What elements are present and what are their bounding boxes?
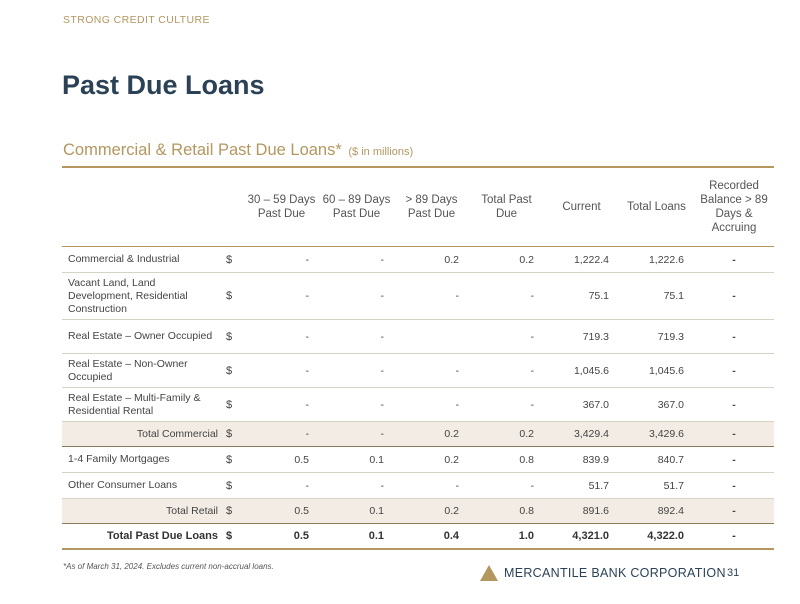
row-label: Total Past Due Loans xyxy=(62,524,222,550)
cell-value: 367.0 xyxy=(619,388,694,422)
cell-value: - xyxy=(694,447,774,473)
cell-value: 0.2 xyxy=(394,422,469,447)
cell-value: 839.9 xyxy=(544,447,619,473)
cell-value: 0.2 xyxy=(394,499,469,524)
row-label: Other Consumer Loans xyxy=(62,473,222,499)
cell-value: 1,045.6 xyxy=(619,354,694,388)
cell-value: 51.7 xyxy=(619,473,694,499)
brand-name: MERCANTILE BANK CORPORATION xyxy=(504,566,726,580)
cell-value: - xyxy=(394,273,469,320)
dollar-sign: $ xyxy=(222,388,244,422)
cell-value: 892.4 xyxy=(619,499,694,524)
cell-value: 719.3 xyxy=(544,320,619,354)
cell-value: 0.5 xyxy=(244,447,319,473)
cell-value: 51.7 xyxy=(544,473,619,499)
brand-logo xyxy=(480,565,726,581)
units-note: ($ in millions) xyxy=(348,146,414,158)
subtitle-text: Commercial & Retail Past Due Loans* xyxy=(63,141,342,159)
cell-value: - xyxy=(469,473,544,499)
cell-value: - xyxy=(694,388,774,422)
cell-value: 75.1 xyxy=(619,273,694,320)
cell-value: 0.2 xyxy=(394,247,469,273)
cell-value: 75.1 xyxy=(544,273,619,320)
subtotal-row-commercial xyxy=(62,422,774,447)
cell-value: - xyxy=(319,422,394,447)
table-row xyxy=(62,247,774,273)
cell-value: - xyxy=(319,473,394,499)
dollar-sign: $ xyxy=(222,247,244,273)
col-header-total-past-due: Total Past Due xyxy=(469,168,544,247)
row-label: Real Estate – Owner Occupied xyxy=(62,320,222,354)
col-header-total-loans: Total Loans xyxy=(619,168,694,247)
row-label: Commercial & Industrial xyxy=(62,247,222,273)
table-row xyxy=(62,354,774,388)
cell-value: 0.8 xyxy=(469,499,544,524)
col-header-recorded-balance: Recorded Balance > 89 Days & Accruing xyxy=(694,168,774,247)
cell-value: 3,429.6 xyxy=(619,422,694,447)
cell-value: - xyxy=(244,422,319,447)
table-row xyxy=(62,473,774,499)
cell-value: 0.5 xyxy=(244,499,319,524)
cell-value: - xyxy=(244,473,319,499)
cell-value: - xyxy=(469,320,544,354)
col-header-current: Current xyxy=(544,168,619,247)
cell-value: 0.2 xyxy=(469,247,544,273)
cell-value: - xyxy=(319,320,394,354)
cell-value: - xyxy=(694,247,774,273)
cell-value: 367.0 xyxy=(544,388,619,422)
cell-value: 1,045.6 xyxy=(544,354,619,388)
header-dollar-blank xyxy=(222,168,244,247)
dollar-sign: $ xyxy=(222,499,244,524)
cell-value: 3,429.4 xyxy=(544,422,619,447)
cell-value: - xyxy=(244,247,319,273)
cell-value: 1.0 xyxy=(469,524,544,550)
cell-value: - xyxy=(394,473,469,499)
row-label: Total Commercial xyxy=(62,422,222,447)
col-header-60-89: 60 – 89 Days Past Due xyxy=(319,168,394,247)
dollar-sign: $ xyxy=(222,320,244,354)
cell-value: 0.2 xyxy=(469,422,544,447)
table-row xyxy=(62,447,774,473)
subtotal-row-retail xyxy=(62,499,774,524)
section-kicker: STRONG CREDIT CULTURE xyxy=(63,14,210,26)
cell-value: 4,321.0 xyxy=(544,524,619,550)
cell-value: - xyxy=(469,273,544,320)
table-subtitle xyxy=(63,141,413,160)
cell-value: - xyxy=(394,388,469,422)
cell-value: - xyxy=(319,388,394,422)
row-label: Vacant Land, Land Development, Residential Construction xyxy=(62,273,222,320)
cell-value: - xyxy=(469,354,544,388)
past-due-table xyxy=(62,168,774,550)
row-label: Real Estate – Multi-Family & Residential Rental xyxy=(62,388,222,422)
cell-value: - xyxy=(244,320,319,354)
cell-value: - xyxy=(694,499,774,524)
footnote: *As of March 31, 2024. Excludes current non-accrual loans. xyxy=(63,562,274,571)
col-header-30-59: 30 – 59 Days Past Due xyxy=(244,168,319,247)
cell-value: 0.1 xyxy=(319,499,394,524)
table-row xyxy=(62,320,774,354)
cell-value: - xyxy=(244,388,319,422)
cell-value: 1,222.4 xyxy=(544,247,619,273)
header-label-blank xyxy=(62,168,222,247)
cell-value: 891.6 xyxy=(544,499,619,524)
table-row xyxy=(62,273,774,320)
dollar-sign: $ xyxy=(222,524,244,550)
dollar-sign: $ xyxy=(222,354,244,388)
dollar-sign: $ xyxy=(222,273,244,320)
dollar-sign: $ xyxy=(222,447,244,473)
cell-value: 0.5 xyxy=(244,524,319,550)
cell-value: 4,322.0 xyxy=(619,524,694,550)
page-title: Past Due Loans xyxy=(62,70,265,100)
cell-value: 840.7 xyxy=(619,447,694,473)
cell-value: - xyxy=(319,247,394,273)
col-header-over-89: > 89 Days Past Due xyxy=(394,168,469,247)
cell-value: - xyxy=(694,354,774,388)
cell-value: 0.4 xyxy=(394,524,469,550)
row-label: Real Estate – Non-Owner Occupied xyxy=(62,354,222,388)
cell-value: - xyxy=(694,273,774,320)
page-number: 31 xyxy=(727,567,740,579)
cell-value: 0.2 xyxy=(394,447,469,473)
dollar-sign: $ xyxy=(222,422,244,447)
cell-value: 0.8 xyxy=(469,447,544,473)
cell-value: - xyxy=(694,524,774,550)
cell-value: - xyxy=(469,388,544,422)
row-label: 1-4 Family Mortgages xyxy=(62,447,222,473)
cell-value: 0.1 xyxy=(319,447,394,473)
table-row xyxy=(62,388,774,422)
header-row xyxy=(62,168,774,247)
cell-value: - xyxy=(319,354,394,388)
cell-value: - xyxy=(694,473,774,499)
cell-value: 0.1 xyxy=(319,524,394,550)
cell-value: 719.3 xyxy=(619,320,694,354)
cell-value: - xyxy=(244,354,319,388)
cell-value: - xyxy=(694,422,774,447)
dollar-sign: $ xyxy=(222,473,244,499)
cell-value: 1,222.6 xyxy=(619,247,694,273)
row-label: Total Retail xyxy=(62,499,222,524)
total-row xyxy=(62,524,774,550)
cell-value xyxy=(394,320,469,354)
cell-value: - xyxy=(244,273,319,320)
cell-value: - xyxy=(394,354,469,388)
triangle-logo-icon xyxy=(480,565,498,581)
cell-value: - xyxy=(694,320,774,354)
cell-value: - xyxy=(319,273,394,320)
